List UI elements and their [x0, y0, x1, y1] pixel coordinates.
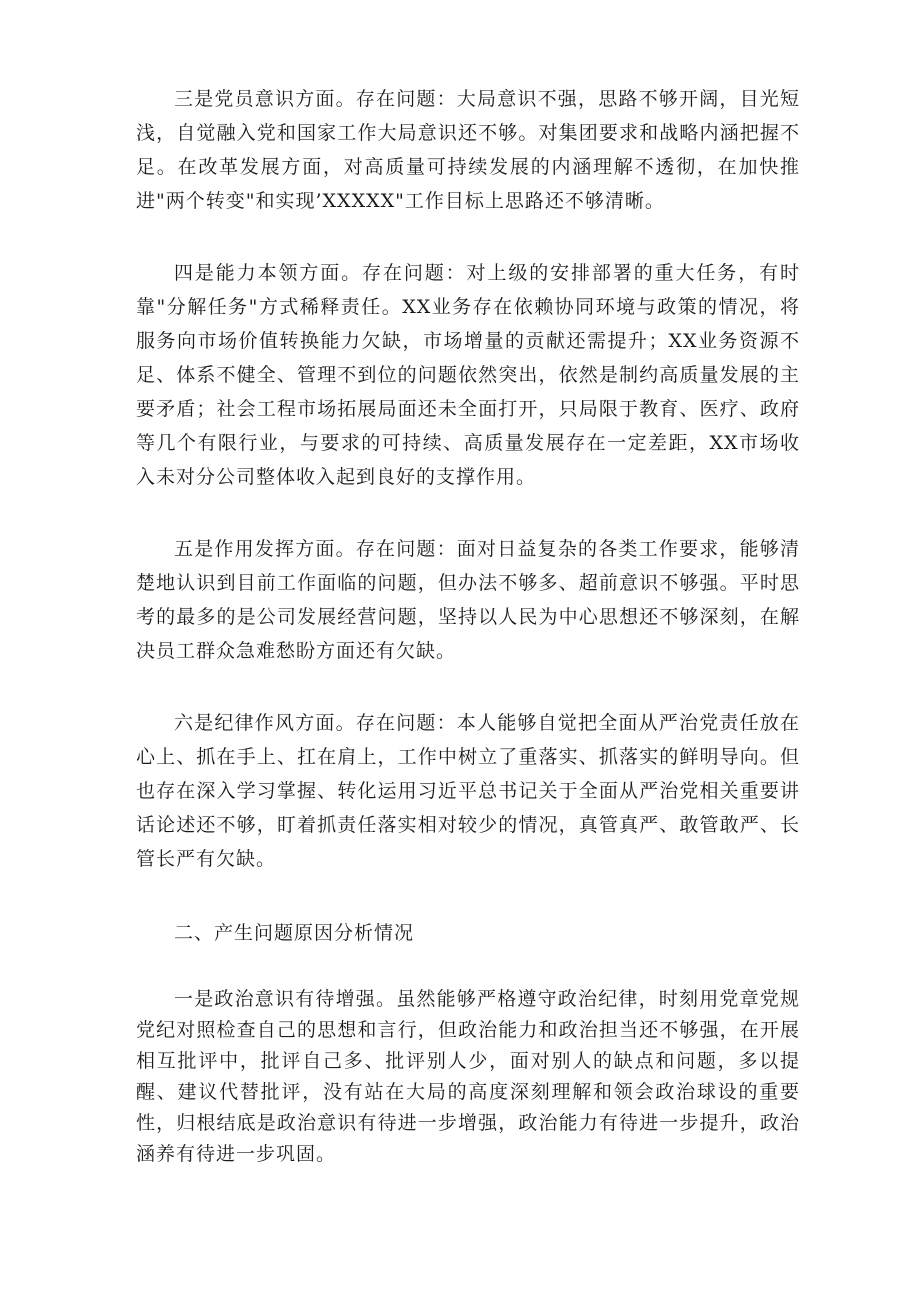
paragraph-party-awareness: 三是党员意识方面。存在问题：大局意识不强，思路不够开阔，目光短浅，自觉融入党和国家工作大局意识还不够。对集团要求和战略内涵把握不足。在改革发展方面，对高质量可持续发展的内涵理解不透彻，在加快推进"两个转变"和实现’XXXXX"工作目标上思路还不够清晰。: [136, 88, 800, 212]
paragraph-political-awareness: 一是政治意识有待增强。虽然能够严格遵守政治纪律，时刻用党章党规党纪对照检查自己的思想和言行，但政治能力和政治担当还不够强，在开展相互批评中，批评自己多、批评别人少，面对别人的缺点和问题，多以提醒、建议代替批评，没有站在大局的高度深刻理解和领会政治球设的重要性，归根结底是政治意识有待进一步增强，政治能力有待进一步提升，政治涵养有待进一步巩固。: [136, 988, 800, 1165]
paragraph-capability: 四是能力本领方面。存在问题：对上级的安排部署的重大任务，有时靠"分解任务"方式稀释责任。XX业务存在依赖协同环境与政策的情况，将服务向市场价值转换能力欠缺，市场增量的贡献还需提升；XX业务资源不足、体系不健全、管理不到位的问题依然突出，依然是制约高质量发展的主要矛盾；社会工程市场拓展局面还未全面打开，只局限于教育、医疗、政府等几个有限行业，与要求的可持续、高质量发展存在一定差距，XX市场收入未对分公司整体收入起到良好的支撑作用。: [136, 262, 800, 488]
section-heading-cause-analysis: 二、产生问题原因分析情况: [174, 922, 415, 944]
paragraph-discipline: 六是纪律作风方面。存在问题：本人能够自觉把全面从严治党责任放在心上、抓在手上、扛在肩上，工作中树立了重落实、抓落实的鲜明导向。但也存在深入学习掌握、转化运用习近平总书记关于全面从严治党相关重要讲话论述还不够，盯着抓责任落实相对较少的情况，真管真严、敢管敢严、长管长严有欠缺。: [136, 712, 800, 870]
paragraph-role-performance: 五是作用发挥方面。存在问题：面对日益复杂的各类工作要求，能够清楚地认识到目前工作面临的问题，但办法不够多、超前意识不够强。平时思考的最多的是公司发展经营问题，坚持以人民为中心思想还不够深刻，在解决员工群众急难愁盼方面还有欠缺。: [136, 538, 800, 662]
